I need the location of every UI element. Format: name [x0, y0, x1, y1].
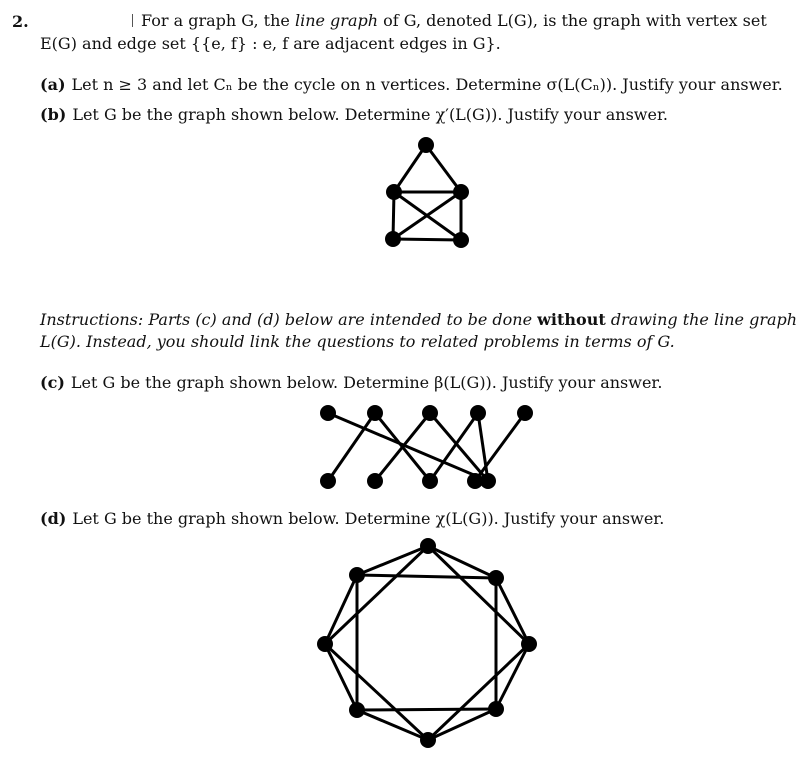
part-d-label: (d): [40, 509, 67, 528]
intro-line-1: For a graph G, the line graph of G, denoted L(G), is the graph with vertex set: [40, 10, 780, 32]
part-b: [40, 104, 780, 126]
graph-d: [310, 530, 550, 755]
part-d: [40, 508, 780, 530]
part-c: [40, 372, 780, 394]
part-b-text: Let G be the graph shown below. Determine χ′(L(G)). Justify your answer.: [72, 105, 668, 124]
graph-b: [370, 130, 490, 255]
part-d-text: Let G be the graph shown below. Determine χ(L(G)). Justify your answer.: [72, 509, 665, 528]
graph-c: [310, 398, 550, 498]
part-a-label: (a): [40, 75, 66, 94]
part-c-text: Let G be the graph shown below. Determine β(L(G)). Justify your answer.: [70, 373, 663, 392]
part-b-label: (b): [40, 105, 67, 124]
part-a: [40, 74, 783, 96]
part-c-label: (c): [40, 373, 65, 392]
intro-line-2: E(G) and edge set {{e, f} : e, f are adjacent edges in G}.: [40, 34, 501, 53]
instructions-line-2: L(G). Instead, you should link the questions to related problems in terms of G.: [40, 332, 675, 351]
cursor-mark: [132, 14, 133, 27]
instructions-line-1: Instructions: Parts (c) and (d) below are intended to be done without drawing the line graph: [40, 310, 798, 329]
problem-number: 2.: [12, 12, 29, 31]
part-a-text: Let n ≥ 3 and let Cₙ be the cycle on n vertices. Determine σ(L(Cₙ)). Justify your answer.: [71, 75, 783, 94]
